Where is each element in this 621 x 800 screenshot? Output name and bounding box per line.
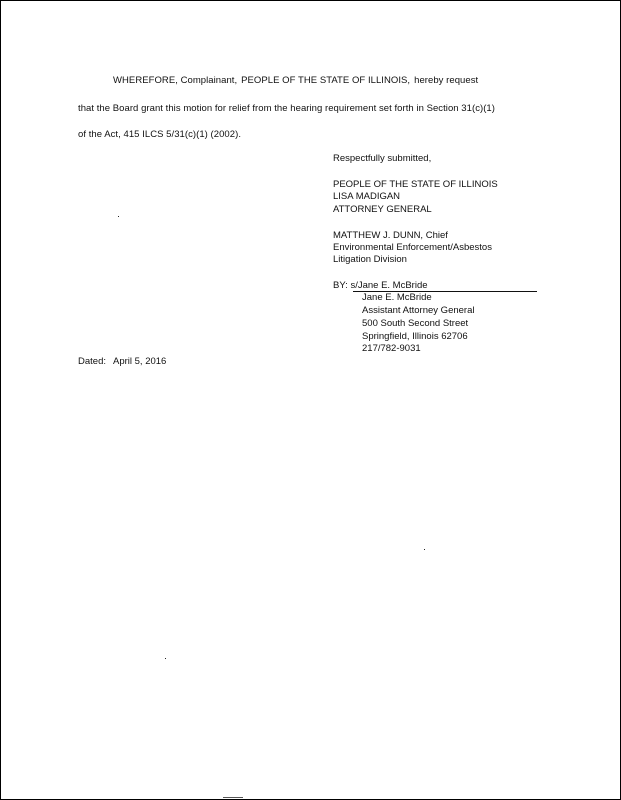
dated-line — [78, 356, 166, 368]
dated-label: Dated: — [78, 356, 106, 367]
e-signature: s/Jane E. McBride — [350, 280, 428, 291]
motion-paragraph-line-3: of the Act, 415 ILCS 5/31(c)(1) (2002). — [78, 129, 242, 140]
address-line-2: Springfield, Illinois 62706 — [362, 331, 468, 342]
para1-party: PEOPLE OF THE STATE OF ILLINOIS, — [241, 75, 411, 86]
by-label: BY: — [333, 280, 348, 291]
motion-paragraph-line-2: that the Board grant this motion for relief from the hearing requirement set forth in Section 31(c)(1) — [78, 103, 495, 114]
address-line-1: 500 South Second Street — [362, 318, 469, 329]
phone-number: 217/782-9031 — [362, 343, 421, 354]
scan-mark — [223, 797, 243, 798]
motion-paragraph-line-1 — [113, 75, 478, 87]
dated-value: April 5, 2016 — [113, 356, 167, 367]
para1-end: hereby request — [414, 75, 479, 86]
scan-speck — [118, 216, 119, 217]
scan-speck — [165, 658, 166, 659]
party-name: PEOPLE OF THE STATE OF ILLINOIS — [333, 179, 498, 190]
scan-speck — [424, 549, 425, 550]
closing: Respectfully submitted, — [333, 153, 432, 164]
attorney-general-title: ATTORNEY GENERAL — [333, 204, 432, 215]
signer-name: Jane E. McBride — [362, 292, 432, 303]
chief-name: MATTHEW J. DUNN, Chief — [333, 230, 448, 241]
division-line-2: Litigation Division — [333, 254, 407, 265]
attorney-general-name: LISA MADIGAN — [333, 191, 401, 202]
para1-start: WHEREFORE, Complainant, — [113, 75, 238, 86]
division-line-1: Environmental Enforcement/Asbestos — [333, 242, 492, 253]
signer-title: Assistant Attorney General — [362, 305, 475, 316]
